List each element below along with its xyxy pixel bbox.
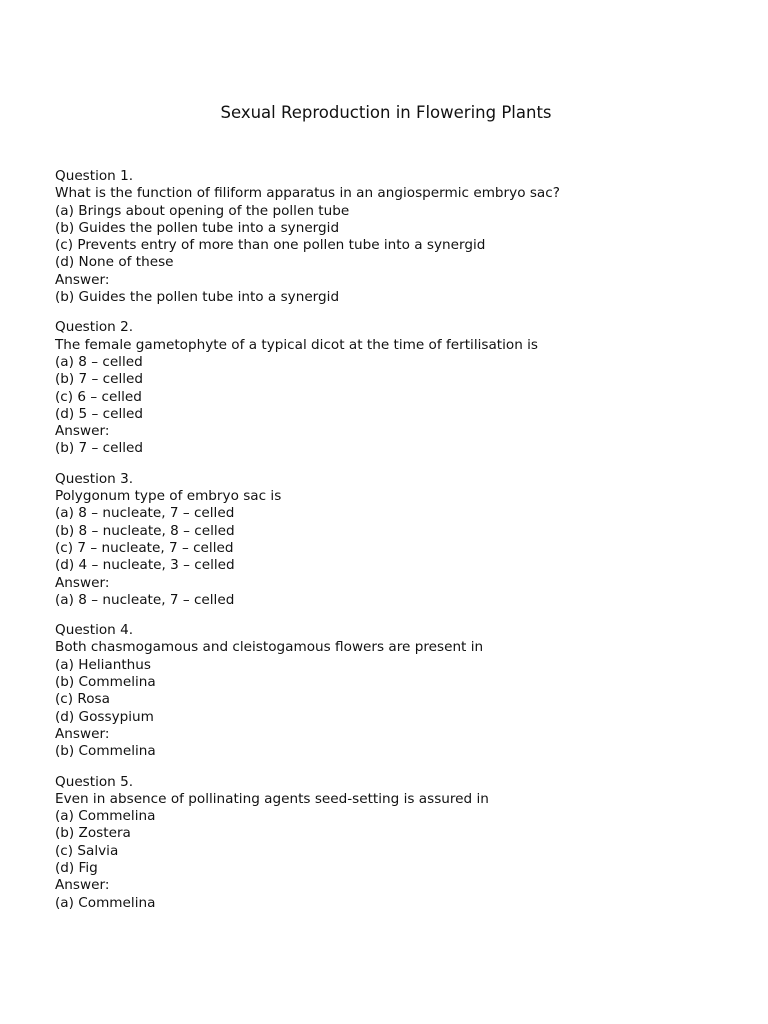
answer-text: (a) 8 – nucleate, 7 – celled — [55, 591, 235, 608]
question-block — [55, 471, 755, 609]
question-text: Polygonum type of embryo sac is — [55, 488, 282, 505]
question-block — [55, 319, 755, 457]
question-label: Question 5. — [55, 773, 134, 790]
question-text: Both chasmogamous and cleistogamous flowers are present in — [55, 639, 484, 656]
question-label: Question 3. — [55, 470, 134, 487]
option-d: (d) Fig — [55, 859, 98, 876]
option-b: (b) Zostera — [55, 825, 131, 842]
answer-text: (a) Commelina — [55, 894, 156, 911]
question-text: Even in absence of pollinating agents seed-setting is assured in — [55, 790, 489, 807]
option-b: (b) 7 – celled — [55, 371, 144, 388]
question-block — [55, 168, 755, 306]
answer-label: Answer: — [55, 877, 110, 894]
option-c: (c) Prevents entry of more than one pollen tube into a synergid — [55, 237, 486, 254]
question-block — [55, 774, 755, 912]
option-a: (a) Helianthus — [55, 656, 151, 673]
option-b: (b) Guides the pollen tube into a synergid — [55, 219, 340, 236]
question-list — [55, 168, 755, 925]
option-c: (c) Rosa — [55, 691, 110, 708]
option-c: (c) 6 – celled — [55, 388, 142, 405]
question-label: Question 1. — [55, 168, 134, 184]
option-d: (d) 4 – nucleate, 3 – celled — [55, 557, 235, 574]
answer-label: Answer: — [55, 725, 110, 742]
option-a: (a) Commelina — [55, 808, 156, 825]
option-a: (a) Brings about opening of the pollen tube — [55, 202, 350, 219]
question-label: Question 2. — [55, 319, 134, 336]
option-b: (b) Commelina — [55, 674, 156, 691]
answer-label: Answer: — [55, 271, 110, 288]
answer-label: Answer: — [55, 423, 110, 440]
answer-text: (b) Commelina — [55, 743, 156, 760]
answer-text: (b) 7 – celled — [55, 440, 144, 457]
option-c: (c) 7 – nucleate, 7 – celled — [55, 539, 234, 556]
question-text: What is the function of filiform apparatus in an angiospermic embryo sac? — [55, 185, 560, 202]
document-title: Sexual Reproduction in Flowering Plants — [220, 103, 552, 122]
option-a: (a) 8 – celled — [55, 353, 143, 370]
option-d: (d) 5 – celled — [55, 405, 144, 422]
answer-label: Answer: — [55, 574, 110, 591]
option-b: (b) 8 – nucleate, 8 – celled — [55, 522, 235, 539]
option-c: (c) Salvia — [55, 842, 119, 859]
answer-text: (b) Guides the pollen tube into a synergid — [55, 289, 340, 306]
option-a: (a) 8 – nucleate, 7 – celled — [55, 505, 235, 522]
option-d: (d) None of these — [55, 254, 174, 271]
option-d: (d) Gossypium — [55, 708, 154, 725]
question-label: Question 4. — [55, 622, 134, 639]
question-block — [55, 622, 755, 760]
question-text: The female gametophyte of a typical dicot at the time of fertilisation is — [55, 336, 539, 353]
